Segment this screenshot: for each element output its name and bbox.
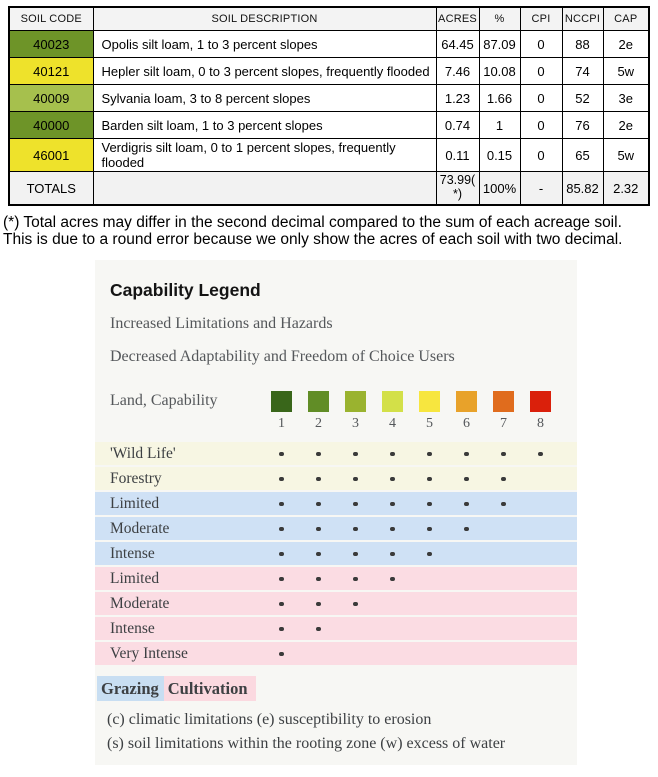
dot-cell	[374, 592, 411, 615]
capability-class-swatch	[485, 390, 522, 412]
dot-cell	[485, 567, 522, 590]
dot-cell	[263, 492, 300, 515]
dot	[427, 552, 432, 557]
dot	[538, 452, 543, 457]
dot-cell	[448, 592, 485, 615]
cap-cell: 5w	[603, 139, 649, 172]
acres-cell: 64.45	[436, 31, 479, 58]
dot-cell	[522, 642, 559, 665]
dot-cell	[300, 467, 337, 490]
legend-row	[95, 642, 577, 665]
soil-table-row	[9, 139, 649, 172]
soil-table-header-row	[9, 7, 649, 31]
dot	[316, 602, 321, 607]
soil-description-cell: Barden silt loam, 1 to 3 percent slopes	[93, 112, 436, 139]
dot	[427, 477, 432, 482]
cultivation-group-label: Cultivation	[164, 676, 256, 701]
dot	[316, 627, 321, 632]
dot-cell	[337, 492, 374, 515]
legend-row-label: Limited	[110, 494, 160, 512]
legend-row-label: Intense	[110, 544, 155, 562]
percent-cell: 0.15	[479, 139, 520, 172]
totals-row	[9, 172, 649, 206]
dot	[390, 552, 395, 557]
dot	[316, 577, 321, 582]
dot	[279, 552, 284, 557]
soil-description-cell: Sylvania loam, 3 to 8 percent slopes	[93, 85, 436, 112]
dot	[353, 452, 358, 457]
column-header: ACRES	[436, 7, 479, 31]
dot-cell	[522, 567, 559, 590]
capability-class-swatch	[411, 390, 448, 412]
capability-class-swatch	[263, 390, 300, 412]
dot	[279, 527, 284, 532]
column-header: %	[479, 7, 520, 31]
dot	[427, 527, 432, 532]
dot-cell	[485, 617, 522, 640]
column-header: NCCPI	[562, 7, 603, 31]
dot-cell	[411, 492, 448, 515]
legend-row-label: Limited	[110, 569, 160, 587]
dot	[279, 602, 284, 607]
dot-cell	[448, 542, 485, 565]
capability-class-number: 8	[537, 416, 544, 432]
soil-code-cell: 40023	[9, 31, 93, 58]
dot	[316, 527, 321, 532]
dot	[353, 602, 358, 607]
dot-cell	[522, 542, 559, 565]
dot	[427, 502, 432, 507]
dot-cell	[300, 642, 337, 665]
swatch-color	[271, 391, 292, 412]
soil-report-table	[8, 6, 650, 206]
dot	[390, 527, 395, 532]
totals-cap-cell: 2.32	[603, 172, 649, 206]
dot-cell	[300, 617, 337, 640]
acres-cell: 7.46	[436, 58, 479, 85]
legend-row	[95, 517, 577, 540]
acres-cell: 0.11	[436, 139, 479, 172]
soil-code-cell: 46001	[9, 139, 93, 172]
dot-cell	[263, 542, 300, 565]
soil-table-row	[9, 85, 649, 112]
dot-cell	[263, 592, 300, 615]
dot-cell	[263, 442, 300, 465]
dot-cell	[448, 492, 485, 515]
cpi-cell: 0	[520, 58, 562, 85]
column-header: SOIL DESCRIPTION	[93, 7, 436, 31]
dot	[390, 477, 395, 482]
swatch-color	[419, 391, 440, 412]
capability-class-number: 2	[315, 416, 322, 432]
dot	[353, 502, 358, 507]
dot-cell	[411, 617, 448, 640]
dot-cell	[411, 567, 448, 590]
capability-class-swatch	[522, 390, 559, 412]
capability-class-swatch	[448, 390, 485, 412]
dot	[464, 502, 469, 507]
capability-class-number: 4	[389, 416, 396, 432]
capability-class-swatch	[337, 390, 374, 412]
dot-cell	[448, 642, 485, 665]
dot	[427, 452, 432, 457]
capability-scale-numbers-row	[95, 414, 577, 434]
dot	[353, 527, 358, 532]
dot-cell	[522, 467, 559, 490]
totals-nccpi-cell: 85.82	[562, 172, 603, 206]
dot	[279, 502, 284, 507]
dot-cell	[448, 567, 485, 590]
legend-row-label: Moderate	[110, 594, 170, 612]
soil-code-cell: 40000	[9, 112, 93, 139]
dot	[390, 502, 395, 507]
soil-description-cell: Hepler silt loam, 0 to 3 percent slopes, frequently flooded	[93, 58, 436, 85]
totals-label-cell: TOTALS	[9, 172, 93, 206]
column-header: SOIL CODE	[9, 7, 93, 31]
dot-cell	[485, 542, 522, 565]
dot-cell	[263, 567, 300, 590]
dot-cell	[522, 492, 559, 515]
legend-subtitle-increased: Increased Limitations and Hazards	[110, 315, 333, 333]
capability-class-number: 3	[352, 416, 359, 432]
footnote-soil-water: (s) soil limitations within the rooting zone (w) excess of water	[107, 735, 506, 753]
dot-cell	[300, 442, 337, 465]
swatch-color	[493, 391, 514, 412]
dot-cell	[522, 517, 559, 540]
dot-cell	[263, 617, 300, 640]
legend-row-label: Forestry	[110, 469, 162, 487]
dot-cell	[411, 442, 448, 465]
nccpi-cell: 65	[562, 139, 603, 172]
capability-class-number: 6	[463, 416, 470, 432]
soil-table-row	[9, 112, 649, 139]
dot-cell	[263, 467, 300, 490]
dot-cell	[300, 517, 337, 540]
dot-cell	[374, 517, 411, 540]
dot-cell	[263, 517, 300, 540]
grazing-group-label: Grazing	[97, 676, 164, 701]
capability-class-number: 1	[278, 416, 285, 432]
dot	[316, 477, 321, 482]
dot-cell	[374, 492, 411, 515]
dot-cell	[411, 542, 448, 565]
dot	[464, 452, 469, 457]
dot-cell	[448, 617, 485, 640]
capability-scale-row	[95, 390, 577, 412]
capability-class-number: 7	[500, 416, 507, 432]
acres-cell: 0.74	[436, 112, 479, 139]
totals-percent-cell: 100%	[479, 172, 520, 206]
swatch-color	[530, 391, 551, 412]
dot	[464, 477, 469, 482]
capability-class-swatch	[374, 390, 411, 412]
legend-row-label: 'Wild Life'	[110, 444, 176, 462]
dot	[279, 627, 284, 632]
dot-cell	[337, 467, 374, 490]
swatch-color	[456, 391, 477, 412]
legend-row	[95, 542, 577, 565]
dot	[501, 477, 506, 482]
cpi-cell: 0	[520, 112, 562, 139]
nccpi-cell: 74	[562, 58, 603, 85]
scale-label: Land, Capability	[110, 392, 218, 410]
soil-description-cell: Opolis silt loam, 1 to 3 percent slopes	[93, 31, 436, 58]
dot	[353, 477, 358, 482]
legend-row-label: Intense	[110, 619, 155, 637]
cap-cell: 5w	[603, 58, 649, 85]
dot	[279, 477, 284, 482]
dot-cell	[374, 617, 411, 640]
soil-table-row	[9, 58, 649, 85]
dot	[279, 652, 284, 657]
dot-cell	[300, 492, 337, 515]
dot-cell	[485, 467, 522, 490]
soil-table-row	[9, 31, 649, 58]
dot-cell	[448, 467, 485, 490]
soil-description-cell: Verdigris silt loam, 0 to 1 percent slopes, frequently flooded	[93, 139, 436, 172]
cpi-cell: 0	[520, 85, 562, 112]
legend-row	[95, 492, 577, 515]
capability-legend-panel	[95, 260, 577, 764]
acres-cell: 1.23	[436, 85, 479, 112]
legend-title: Capability Legend	[110, 280, 261, 301]
column-header: CAP	[603, 7, 649, 31]
dot-cell	[485, 642, 522, 665]
dot-cell	[337, 442, 374, 465]
dot-cell	[337, 517, 374, 540]
dot	[390, 452, 395, 457]
dot-cell	[337, 592, 374, 615]
dot-cell	[522, 442, 559, 465]
dot	[501, 502, 506, 507]
dot-cell	[374, 642, 411, 665]
capability-class-number: 5	[426, 416, 433, 432]
swatch-color	[382, 391, 403, 412]
capability-matrix	[95, 442, 577, 665]
dot-cell	[522, 617, 559, 640]
dot	[390, 577, 395, 582]
dot-cell	[337, 542, 374, 565]
legend-row	[95, 567, 577, 590]
legend-row	[95, 617, 577, 640]
swatch-color	[308, 391, 329, 412]
dot-cell	[448, 517, 485, 540]
percent-cell: 87.09	[479, 31, 520, 58]
dot-cell	[411, 642, 448, 665]
percent-cell: 1.66	[479, 85, 520, 112]
dot-cell	[300, 542, 337, 565]
dot	[316, 452, 321, 457]
dot-cell	[337, 642, 374, 665]
capability-class-swatch	[300, 390, 337, 412]
totals-description-cell	[93, 172, 436, 206]
cpi-cell: 0	[520, 31, 562, 58]
nccpi-cell: 52	[562, 85, 603, 112]
dot	[279, 452, 284, 457]
dot	[279, 577, 284, 582]
dot-cell	[374, 567, 411, 590]
group-labels	[97, 679, 577, 699]
cap-cell: 3e	[603, 85, 649, 112]
totals-cpi-cell: -	[520, 172, 562, 206]
legend-row	[95, 467, 577, 490]
totals-acres-cell: 73.99( *)	[436, 172, 479, 206]
acres-rounding-footnote: (*) Total acres may differ in the second decimal compared to the sum of each acreage soil. This is due to a round error because we only show the acres of each soil with two decimal.	[3, 214, 623, 248]
dot-cell	[485, 517, 522, 540]
dot-cell	[337, 617, 374, 640]
dot-cell	[263, 642, 300, 665]
nccpi-cell: 76	[562, 112, 603, 139]
dot-cell	[374, 467, 411, 490]
soil-code-cell: 40009	[9, 85, 93, 112]
dot	[316, 552, 321, 557]
dot	[353, 577, 358, 582]
soil-code-cell: 40121	[9, 58, 93, 85]
dot	[316, 502, 321, 507]
dot-cell	[485, 442, 522, 465]
percent-cell: 10.08	[479, 58, 520, 85]
dot	[501, 452, 506, 457]
legend-row	[95, 592, 577, 615]
cpi-cell: 0	[520, 139, 562, 172]
percent-cell: 1	[479, 112, 520, 139]
dot-cell	[485, 592, 522, 615]
cap-cell: 2e	[603, 112, 649, 139]
dot-cell	[522, 592, 559, 615]
legend-row-label: Very Intense	[110, 644, 188, 662]
cap-cell: 2e	[603, 31, 649, 58]
dot-cell	[485, 492, 522, 515]
legend-row-label: Moderate	[110, 519, 170, 537]
dot-cell	[411, 592, 448, 615]
nccpi-cell: 88	[562, 31, 603, 58]
dot-cell	[411, 467, 448, 490]
column-header: CPI	[520, 7, 562, 31]
dot-cell	[411, 517, 448, 540]
swatch-color	[345, 391, 366, 412]
footnote-climatic-erosion: (c) climatic limitations (e) susceptibility to erosion	[107, 711, 432, 729]
legend-row	[95, 442, 577, 465]
dot-cell	[448, 442, 485, 465]
dot-cell	[300, 567, 337, 590]
dot-cell	[374, 542, 411, 565]
dot-cell	[374, 442, 411, 465]
legend-subtitle-decreased: Decreased Adaptability and Freedom of Choice Users	[110, 348, 455, 366]
dot-cell	[300, 592, 337, 615]
dot-cell	[337, 567, 374, 590]
dot	[464, 527, 469, 532]
dot	[353, 552, 358, 557]
